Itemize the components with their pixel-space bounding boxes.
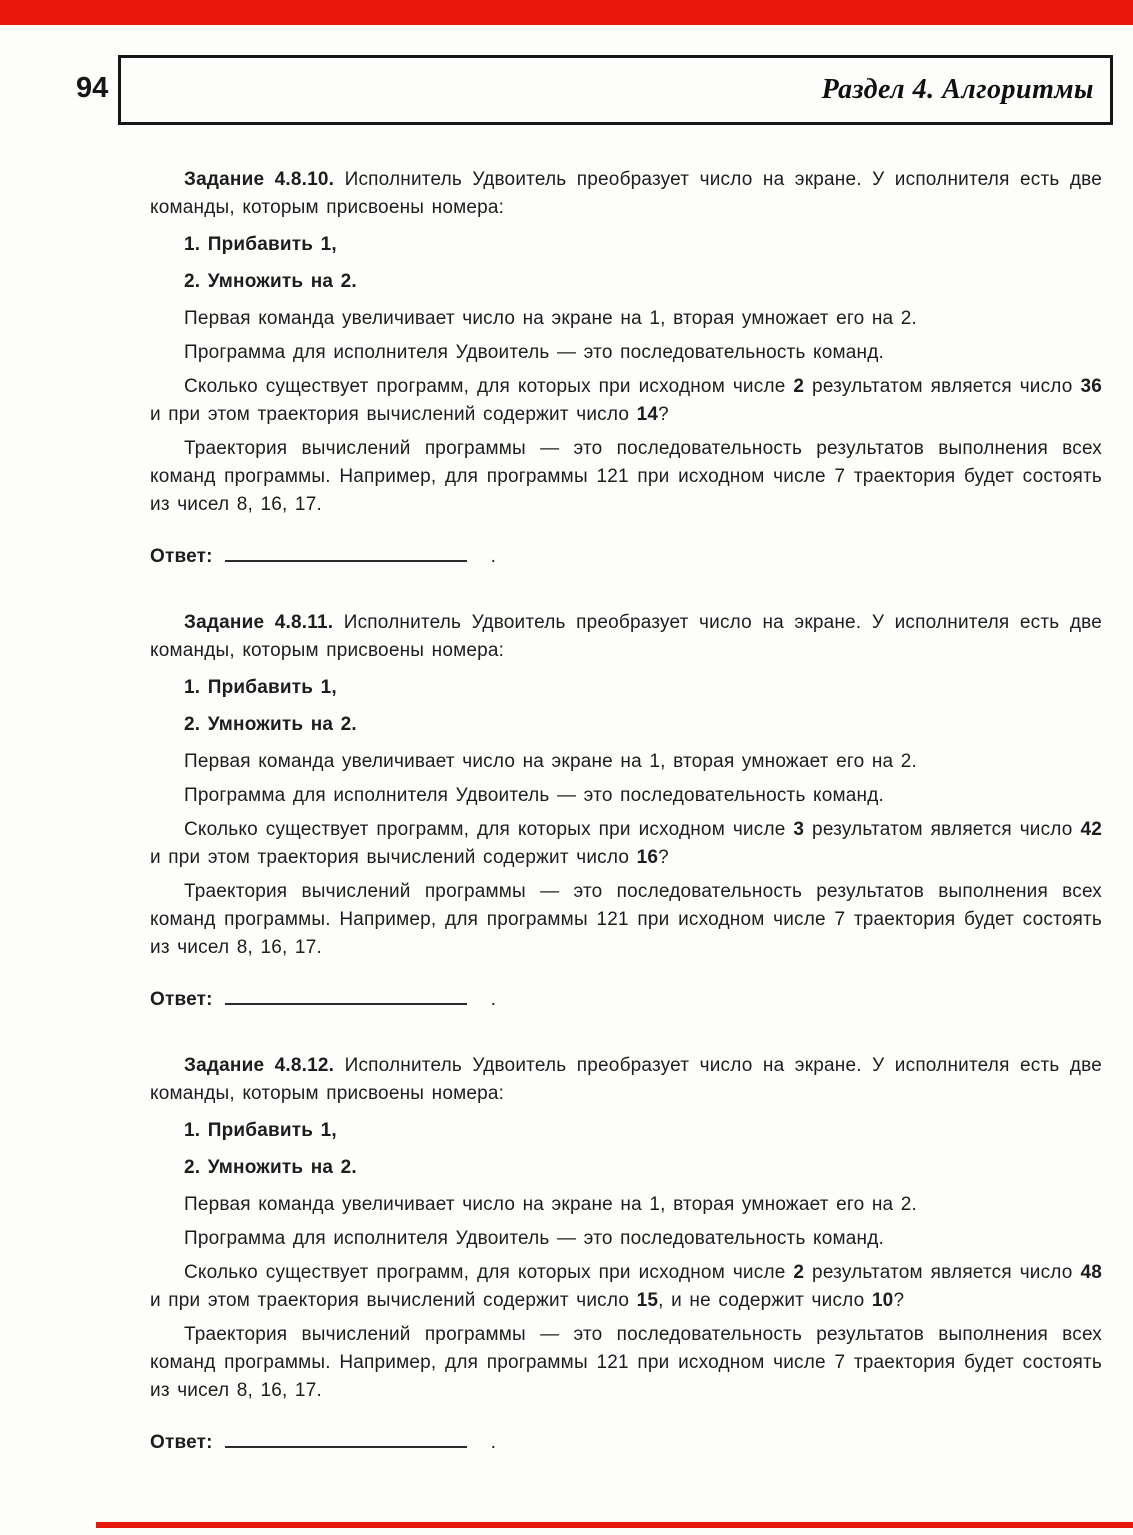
task-intro-paragraph [150, 609, 1102, 665]
task-question: Сколько существует программ, для которых при исходном числе 2 результатом является число 48 и при этом траектория вычислений содержит число 15, и не содержит число 10? [150, 1262, 1102, 1311]
page-number: 94 [76, 72, 109, 104]
task-4-8-11 [150, 609, 1102, 1014]
bottom-red-line [96, 1522, 1133, 1528]
command-2: 2. Умножить на 2. [184, 1157, 357, 1178]
task-4-8-10 [150, 166, 1102, 571]
task-4-8-12 [150, 1052, 1102, 1457]
task-paragraph-1: Первая команда увеличивает число на экране на 1, вторая умножает его на 2. [184, 751, 918, 772]
answer-period: . [490, 546, 497, 567]
answer-row [150, 543, 1102, 571]
answer-label: Ответ: [150, 989, 213, 1010]
answer-blank [225, 546, 467, 562]
task-question: Сколько существует программ, для которых при исходном числе 2 результатом является число 36 и при этом траектория вычислений содержит число 14? [150, 376, 1102, 425]
command-1: 1. Прибавить 1, [184, 677, 337, 698]
answer-row [150, 1429, 1102, 1457]
task-intro-paragraph [150, 1052, 1102, 1108]
task-trajectory-note: Траектория вычислений программы — это последовательность результатов выполнения всех команд программы. Например, для программы 121 при исходном числе 7 траектория будет состоять из чисел 8, 16, 17. [150, 881, 1102, 958]
task-paragraph-2: Программа для исполнителя Удвоитель — это последовательность команд. [184, 1228, 885, 1249]
task-title: Задание 4.8.10. [184, 169, 335, 190]
task-trajectory-note: Траектория вычислений программы — это последовательность результатов выполнения всех команд программы. Например, для программы 121 при исходном числе 7 траектория будет состоять из чисел 8, 16, 17. [150, 1324, 1102, 1401]
task-title: Задание 4.8.12. [184, 1055, 335, 1076]
answer-blank [225, 989, 467, 1005]
command-2: 2. Умножить на 2. [184, 271, 357, 292]
task-intro-text: Исполнитель Удвоитель преобразует число на экране. У исполнителя есть две команды, которым присвоены номера: [150, 169, 1103, 218]
task-intro-paragraph [150, 166, 1102, 222]
top-red-bar [0, 0, 1133, 25]
section-header-box [118, 55, 1113, 125]
answer-blank [225, 1432, 467, 1448]
task-title: Задание 4.8.11. [184, 612, 334, 633]
task-intro-text: Исполнитель Удвоитель преобразует число на экране. У исполнителя есть две команды, которым присвоены номера: [150, 1055, 1103, 1104]
task-paragraph-1: Первая команда увеличивает число на экране на 1, вторая умножает его на 2. [184, 1194, 918, 1215]
task-question: Сколько существует программ, для которых при исходном числе 3 результатом является число 42 и при этом траектория вычислений содержит число 16? [150, 819, 1102, 868]
command-2: 2. Умножить на 2. [184, 714, 357, 735]
command-1: 1. Прибавить 1, [184, 1120, 337, 1141]
answer-row [150, 986, 1102, 1014]
answer-period: . [490, 989, 497, 1010]
task-paragraph-1: Первая команда увеличивает число на экране на 1, вторая умножает его на 2. [184, 308, 918, 329]
answer-label: Ответ: [150, 546, 213, 567]
task-trajectory-note: Траектория вычислений программы — это последовательность результатов выполнения всех команд программы. Например, для программы 121 при исходном числе 7 траектория будет состоять из чисел 8, 16, 17. [150, 438, 1102, 515]
task-paragraph-2: Программа для исполнителя Удвоитель — это последовательность команд. [184, 785, 885, 806]
answer-label: Ответ: [150, 1432, 213, 1453]
answer-period: . [490, 1432, 497, 1453]
section-title: Раздел 4. Алгоритмы [821, 74, 1094, 105]
command-1: 1. Прибавить 1, [184, 234, 337, 255]
page-content [150, 160, 1102, 1476]
task-intro-text: Исполнитель Удвоитель преобразует число на экране. У исполнителя есть две команды, которым присвоены номера: [150, 612, 1103, 661]
task-paragraph-2: Программа для исполнителя Удвоитель — это последовательность команд. [184, 342, 885, 363]
